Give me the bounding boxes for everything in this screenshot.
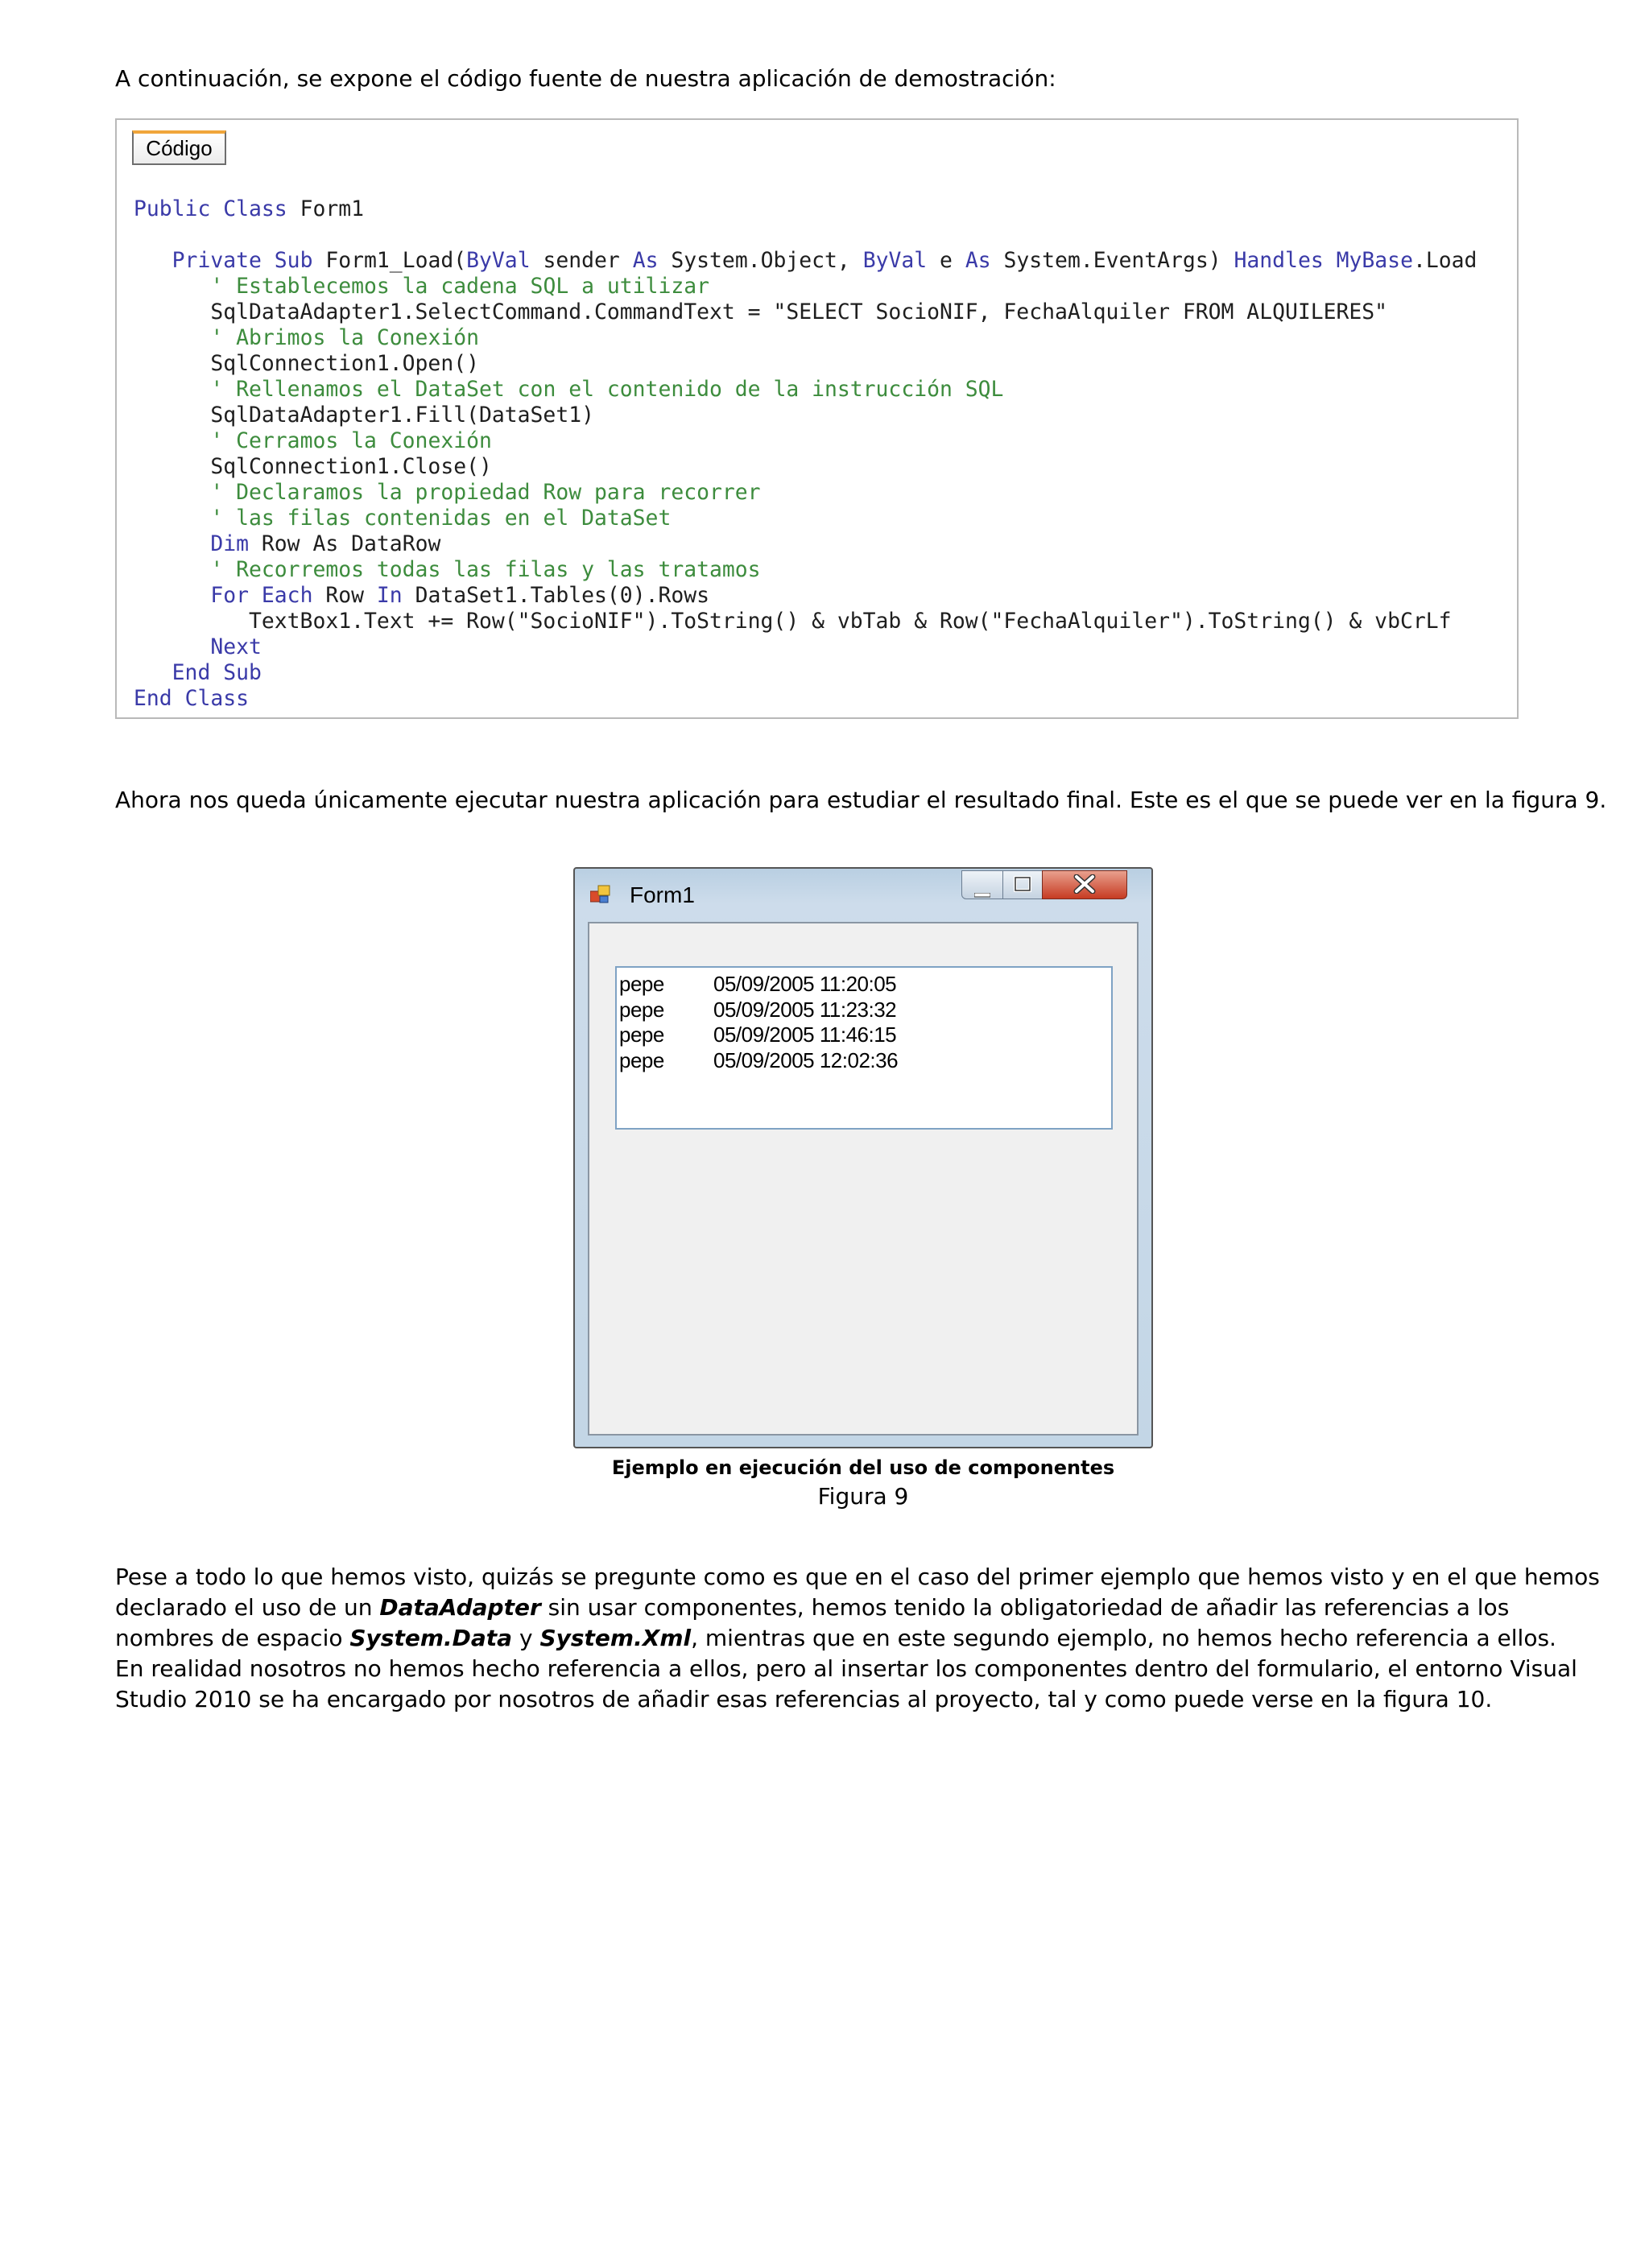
code-line: TextBox1.Text += Row("SocioNIF").ToString() & vbTab & Row("FechaAlquiler").ToString() & vbCrLf	[134, 609, 1452, 634]
figure-label: Figura 9	[817, 1483, 909, 1510]
close-button[interactable]	[1042, 870, 1127, 899]
code-line: SqlConnection1.Close()	[134, 454, 492, 479]
maximize-button[interactable]	[1002, 870, 1043, 899]
closing-paragraph	[115, 1562, 1614, 1715]
code-line: Private Sub Form1_Load(ByVal sender As System.Object, ByVal e As System.EventArgs) Handles MyBase.Load	[172, 248, 1477, 273]
intro-paragraph: A continuación, se expone el código fuente de nuestra aplicación de demostración:	[115, 65, 1056, 92]
term-system-data: System.Data	[349, 1625, 513, 1651]
code-line: SqlDataAdapter1.Fill(DataSet1)	[134, 403, 594, 428]
row-date: 05/09/2005 11:23:32	[713, 997, 897, 1022]
row-user: pepe	[619, 997, 664, 1022]
code-line: Public Class Form1	[134, 196, 365, 221]
row-user: pepe	[619, 1047, 664, 1072]
code-listing-box	[115, 118, 1519, 719]
code-line: Dim Row As DataRow	[210, 531, 441, 556]
form1-window	[573, 867, 1153, 1448]
textbox-row	[617, 1022, 1111, 1048]
code-line	[134, 222, 1477, 248]
row-date: 05/09/2005 11:46:15	[713, 1022, 897, 1047]
form-app-icon	[590, 885, 611, 904]
code-line: SqlConnection1.Open()	[134, 351, 479, 376]
form-client-area	[588, 922, 1139, 1436]
row-user: pepe	[619, 972, 664, 996]
minimize-button[interactable]	[961, 870, 1003, 899]
code-listing	[134, 196, 1477, 712]
term-dataadapter: DataAdapter	[379, 1594, 541, 1621]
closing-text-1: Pese a todo lo que hemos visto, quizás se pregunte como es que en el caso del primer ejemplo que hemos visto y en el que hemos declarado el uso de un	[115, 1564, 1600, 1621]
closing-text-3: y	[512, 1625, 540, 1651]
closing-text-2: sin usar componentes, hemos tenido la obligatoriedad de añadir las referencias a los nombres de espacio	[115, 1594, 1510, 1651]
figure-caption: Ejemplo en ejecución del uso de componentes	[611, 1456, 1115, 1479]
window-title: Form1	[630, 882, 695, 907]
code-line: ' Abrimos la Conexión	[210, 325, 480, 350]
code-line: ' las filas contenidas en el DataSet	[210, 506, 672, 531]
restore-icon	[1003, 876, 1042, 895]
closing-text-4: , mientras que en este segundo ejemplo, no hemos hecho referencia a ellos.	[691, 1625, 1556, 1651]
closing-text-5: En realidad nosotros no hemos hecho referencia a ellos, pero al insertar los componentes dentro del formulario, el entorno Visual Studio 2010 se ha encargado por nosotros de añadir esas referencias al proyecto, tal y como puede verse en la figura 10.	[115, 1655, 1577, 1712]
code-line: ' Cerramos la Conexión	[210, 428, 492, 453]
code-line: ' Declaramos la propiedad Row para recorrer	[210, 480, 761, 505]
code-line: ' Recorremos todas las filas y las tratamos	[210, 557, 761, 582]
code-line: ' Establecemos la cadena SQL a utilizar	[210, 274, 709, 299]
textbox1[interactable]	[615, 966, 1113, 1130]
code-line: ' Rellenamos el DataSet con el contenido de la instrucción SQL	[210, 377, 1004, 402]
close-icon	[1043, 874, 1126, 897]
textbox-row	[617, 1048, 1111, 1074]
row-date: 05/09/2005 11:20:05	[713, 972, 897, 996]
title-bar[interactable]	[575, 869, 1151, 919]
result-paragraph: Ahora nos queda únicamente ejecutar nuestra aplicación para estudiar el resultado final. Este es el que se puede ver en la figura 9.	[115, 787, 1607, 813]
textbox-row	[617, 998, 1111, 1023]
term-system-xml: System.Xml	[539, 1625, 692, 1651]
textbox-row	[617, 972, 1111, 998]
code-tab[interactable]: Código	[132, 130, 226, 165]
code-line: End Class	[134, 686, 250, 711]
code-line: SqlDataAdapter1.SelectCommand.CommandText = "SELECT SocioNIF, FechaAlquiler FROM ALQUILERES"	[134, 300, 1388, 324]
code-line: For Each Row In DataSet1.Tables(0).Rows	[210, 583, 710, 608]
row-user: pepe	[619, 1022, 664, 1047]
code-line: End Sub	[172, 660, 262, 685]
row-date: 05/09/2005 12:02:36	[713, 1047, 899, 1072]
code-line: Next	[210, 634, 262, 659]
